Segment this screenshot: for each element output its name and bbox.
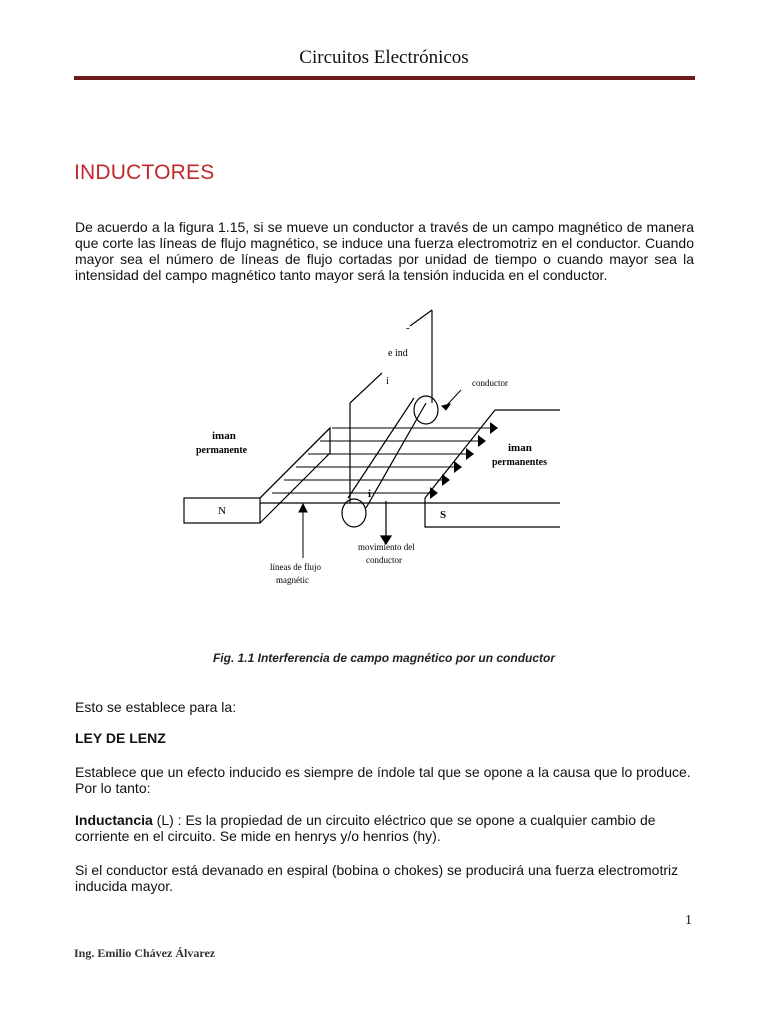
page-number: 1 — [685, 913, 692, 928]
conductor-loop — [342, 310, 438, 527]
current-arrow — [381, 501, 391, 544]
inductancia-paragraph — [75, 812, 694, 844]
label-eind: e ind — [388, 348, 408, 359]
label-minus: - — [406, 322, 410, 334]
label-iman-left-2: permanente — [196, 445, 248, 456]
header-rule — [74, 76, 695, 80]
label-mov-1: movimiento del — [358, 542, 415, 552]
label-i-top: i — [386, 376, 389, 387]
espiral-paragraph: Si el conductor está devanado en espiral (bobina o chokes) se producirá una fuerza electromotriz inducida mayor. — [75, 862, 679, 894]
label-mov-2: conductor — [366, 555, 402, 565]
intro-paragraph: De acuerdo a la figura 1.15, si se mueve un conductor a través de un campo magnético de manera que corte las líneas de flujo magnético, se induce una fuerza electromotriz en el conductor. Cuando mayor sea el número de líneas de flujo cortadas por unidad de tiempo o cuando mayor sea la intensidad del campo magnético tanto mayor será la tensión inducida en el conductor. — [75, 219, 694, 283]
label-iman-left-1: iman — [212, 430, 236, 442]
left-magnet — [184, 428, 330, 523]
label-iman-right-1: iman — [508, 442, 532, 454]
label-N: N — [218, 505, 226, 517]
label-S: S — [440, 509, 447, 521]
label-lineas-1: líneas de flujo — [270, 562, 321, 572]
label-lineas-2: magnétic — [276, 575, 309, 585]
label-conductor: conductor — [472, 378, 508, 388]
inductancia-definition: (L) : Es la propiedad de un circuito eléctrico que se opone a cualquier cambio de corriente en el circuito. Se mide en henrys y/o henrios (hy). — [75, 812, 656, 844]
figure-caption: Fig. 1.1 Interferencia de campo magnético por un conductor — [212, 651, 556, 665]
establece-paragraph: Esto se establece para la: — [75, 699, 237, 715]
label-iman-right-2: permanentes — [492, 457, 547, 468]
magnetic-field-figure — [170, 298, 600, 600]
lenz-heading: LEY DE LENZ — [75, 730, 166, 746]
lenz-paragraph: Establece que un efecto inducido es siempre de índole tal que se opone a la causa que lo produce. Por lo tanto: — [75, 764, 691, 796]
inductancia-term: Inductancia — [75, 812, 153, 828]
footer-author: Ing. Emilio Chávez Álvarez — [74, 946, 216, 960]
flux-arrowheads — [430, 422, 498, 499]
section-title: INDUCTORES — [74, 161, 215, 184]
header-title: Circuitos Electrónicos — [299, 47, 469, 68]
label-i: i — [368, 488, 372, 500]
flux-lines — [272, 428, 490, 493]
